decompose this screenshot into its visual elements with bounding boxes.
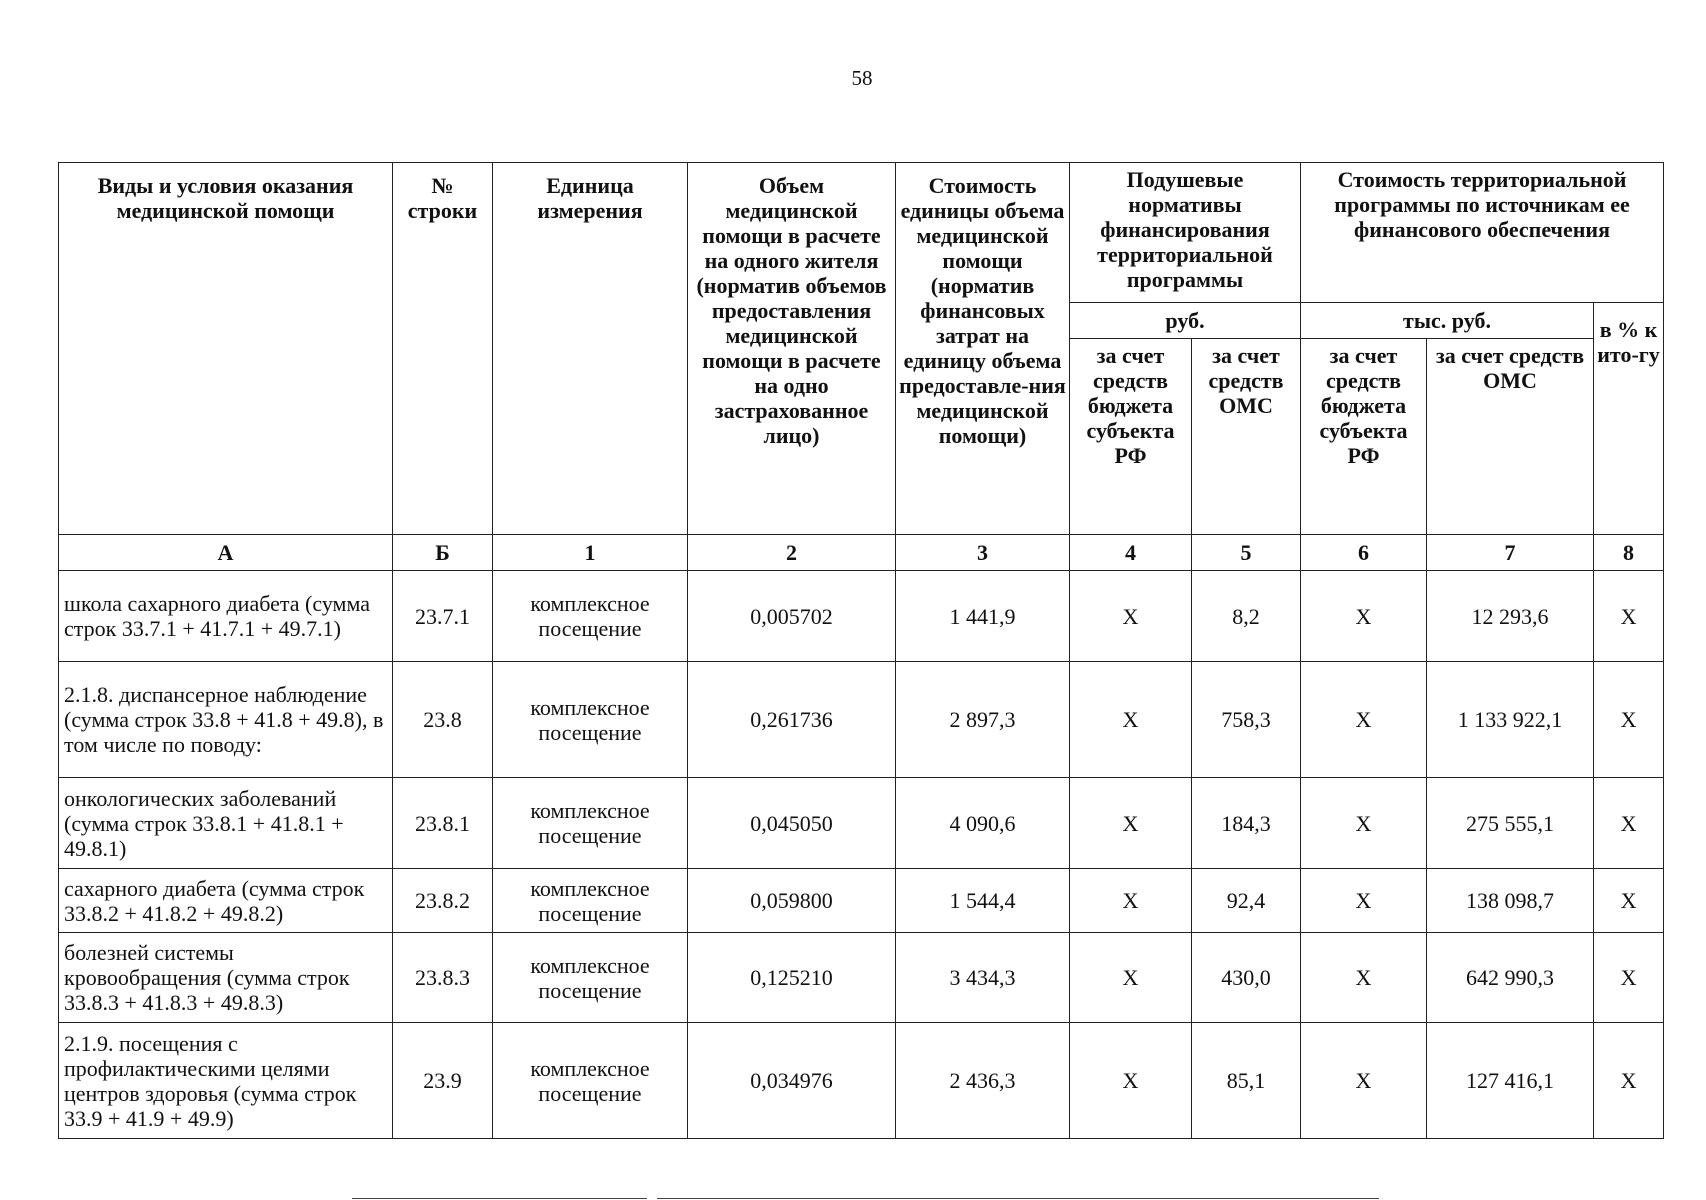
row-unit: комплексное посещение — [493, 662, 688, 778]
table-row — [59, 778, 1664, 869]
page-number: 58 — [851, 66, 873, 90]
row-col5: 85,1 — [1192, 1023, 1301, 1139]
row-col8: Х — [1594, 571, 1664, 662]
row-number: 23.9 — [393, 1023, 493, 1139]
header-per-capita: Подушевые нормативы финансирования территориальной программы — [1070, 163, 1301, 303]
row-cost: 2 897,3 — [896, 662, 1070, 778]
row-col4: Х — [1070, 778, 1192, 869]
row-col5: 430,0 — [1192, 933, 1301, 1023]
column-index: 6 — [1301, 535, 1427, 571]
header-unit: Единица измерения — [493, 163, 688, 535]
row-col7: 275 555,1 — [1427, 778, 1594, 869]
row-cost: 4 090,6 — [896, 778, 1070, 869]
table-body — [59, 571, 1664, 1139]
column-index: 8 — [1594, 535, 1664, 571]
row-name: 2.1.9. посещения с профилактическими целями центров здоровья (сумма строк 33.9 + 41.9 + 49.9) — [59, 1023, 393, 1139]
row-col7: 642 990,3 — [1427, 933, 1594, 1023]
row-col4: Х — [1070, 662, 1192, 778]
footer-divider — [352, 1198, 647, 1199]
row-col5: 8,2 — [1192, 571, 1301, 662]
row-col6: Х — [1301, 662, 1427, 778]
row-cost: 2 436,3 — [896, 1023, 1070, 1139]
row-unit: комплексное посещение — [493, 1023, 688, 1139]
column-index: 1 — [493, 535, 688, 571]
row-number: 23.8.1 — [393, 778, 493, 869]
header-rub: руб. — [1070, 303, 1301, 339]
row-volume: 0,034976 — [688, 1023, 896, 1139]
table-row — [59, 571, 1664, 662]
row-col6: Х — [1301, 778, 1427, 869]
row-volume: 0,261736 — [688, 662, 896, 778]
row-cost: 1 544,4 — [896, 869, 1070, 933]
header-program-cost: Стоимость территориальной программы по источникам ее финансового обеспечения — [1301, 163, 1664, 303]
row-col4: Х — [1070, 933, 1192, 1023]
row-unit: комплексное посещение — [493, 933, 688, 1023]
row-name: сахарного диабета (сумма строк 33.8.2 + 41.8.2 + 49.8.2) — [59, 869, 393, 933]
header-oms: за счет средств ОМС — [1192, 339, 1301, 535]
header-type: Виды и условия оказания медицинской помощи — [59, 163, 393, 535]
row-col7: 138 098,7 — [1427, 869, 1594, 933]
row-volume: 0,125210 — [688, 933, 896, 1023]
column-index: 5 — [1192, 535, 1301, 571]
column-index: 2 — [688, 535, 896, 571]
table-row — [59, 869, 1664, 933]
header-oms-2: за счет средств ОМС — [1427, 339, 1594, 535]
row-col8: Х — [1594, 778, 1664, 869]
column-index: 4 — [1070, 535, 1192, 571]
column-index: А — [59, 535, 393, 571]
footer-divider — [657, 1198, 1379, 1199]
row-unit: комплексное посещение — [493, 571, 688, 662]
row-name: 2.1.8. диспансерное наблюдение (сумма строк 33.8 + 41.8 + 49.8), в том числе по поводу: — [59, 662, 393, 778]
row-cost: 1 441,9 — [896, 571, 1070, 662]
row-name: школа сахарного диабета (сумма строк 33.7.1 + 41.7.1 + 49.7.1) — [59, 571, 393, 662]
row-number: 23.8.2 — [393, 869, 493, 933]
row-unit: комплексное посещение — [493, 778, 688, 869]
row-col8: Х — [1594, 869, 1664, 933]
row-name: болезней системы кровообращения (сумма строк 33.8.3 + 41.8.3 + 49.8.3) — [59, 933, 393, 1023]
table-header — [59, 163, 1664, 571]
row-name: онкологических заболеваний (сумма строк 33.8.1 + 41.8.1 + 49.8.1) — [59, 778, 393, 869]
row-volume: 0,005702 — [688, 571, 896, 662]
row-col8: Х — [1594, 662, 1664, 778]
row-col7: 127 416,1 — [1427, 1023, 1594, 1139]
row-col6: Х — [1301, 1023, 1427, 1139]
row-col4: Х — [1070, 571, 1192, 662]
table-row — [59, 662, 1664, 778]
header-percent: в % к ито-гу — [1594, 303, 1664, 535]
row-col6: Х — [1301, 869, 1427, 933]
row-col5: 184,3 — [1192, 778, 1301, 869]
row-col7: 12 293,6 — [1427, 571, 1594, 662]
header-budget-rf: за счет средств бюджета субъекта РФ — [1070, 339, 1192, 535]
row-col8: Х — [1594, 933, 1664, 1023]
row-volume: 0,059800 — [688, 869, 896, 933]
row-volume: 0,045050 — [688, 778, 896, 869]
table-row — [59, 933, 1664, 1023]
row-number: 23.8 — [393, 662, 493, 778]
row-col4: Х — [1070, 1023, 1192, 1139]
row-col5: 92,4 — [1192, 869, 1301, 933]
row-unit: комплексное посещение — [493, 869, 688, 933]
row-col8: Х — [1594, 1023, 1664, 1139]
row-number: 23.7.1 — [393, 571, 493, 662]
table-row — [59, 1023, 1664, 1139]
header-budget-rf-2: за счет средств бюджета субъекта РФ — [1301, 339, 1427, 535]
row-col6: Х — [1301, 571, 1427, 662]
row-col5: 758,3 — [1192, 662, 1301, 778]
column-index: 3 — [896, 535, 1070, 571]
row-number: 23.8.3 — [393, 933, 493, 1023]
header-thousand-rub: тыс. руб. — [1301, 303, 1594, 339]
row-col7: 1 133 922,1 — [1427, 662, 1594, 778]
column-index-row — [59, 535, 1664, 571]
column-index: 7 — [1427, 535, 1594, 571]
header-volume: Объем медицинской помощи в расчете на одного жителя (норматив объемов предоставления медицинской помощи в расчете на одно застрахованное лицо) — [688, 163, 896, 535]
header-row-no: № строки — [393, 163, 493, 535]
header-cost: Стоимость единицы объема медицинской помощи (норматив финансовых затрат на единицу объема предоставле-ния медицинской помощи) — [896, 163, 1070, 535]
financing-table — [58, 162, 1664, 1139]
column-index: Б — [393, 535, 493, 571]
row-col4: Х — [1070, 869, 1192, 933]
row-cost: 3 434,3 — [896, 933, 1070, 1023]
row-col6: Х — [1301, 933, 1427, 1023]
